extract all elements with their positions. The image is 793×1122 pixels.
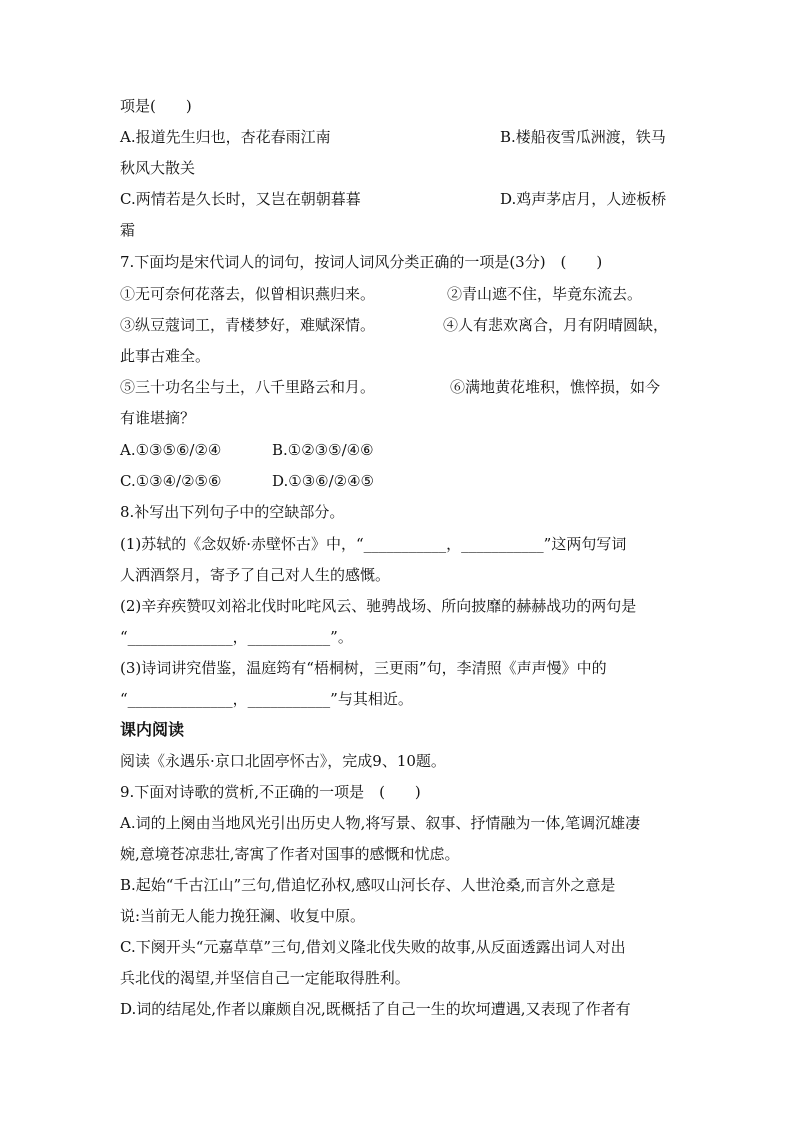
section-intro: 阅读《永遇乐·京口北固亭怀古》，完成9、10题。 xyxy=(120,752,446,770)
q9-option-b-line2: 说:当前无人能力挽狂澜、收复中原。 xyxy=(120,907,366,925)
q8-part3-line1: (3)诗词讲究借鉴，温庭筠有“梧桐树，三更雨”句，李清照《声声慢》中的 xyxy=(120,659,607,677)
q6-option-b: B.楼船夜雪瓜洲渡，铁马 xyxy=(500,128,666,146)
q9-option-d-line1: D.词的结尾处,作者以廉颇自况,既概括了自己一生的坎坷遭遇,又表现了作者有 xyxy=(120,1000,631,1018)
q9-option-a-line2: 婉,意境苍凉悲壮,寄寓了作者对国事的感慨和忧虑。 xyxy=(120,845,460,863)
q7-sentence-6-cont: 有谁堪摘？ xyxy=(120,409,196,427)
q6-stem-end: 项是( ) xyxy=(120,97,192,115)
q8-part2-line2: “______________，___________”。 xyxy=(120,628,353,646)
q6-option-b-cont: 秋风大散关 xyxy=(120,159,196,177)
q7-option-a: A.①③⑤⑥/②④ xyxy=(120,441,222,459)
q8-stem: 8.补写出下列句子中的空缺部分。 xyxy=(120,503,345,521)
q7-sentence-5: ⑤三十功名尘与土，八千里路云和月。 xyxy=(120,378,376,396)
q9-option-a-line1: A.词的上阕由当地风光引出历史人物,将写景、叙事、抒情融为一体,笔调沉雄凄 xyxy=(120,814,641,832)
q7-sentence-1: ①无可奈何花落去，似曾相识燕归来。 xyxy=(120,285,376,303)
q9-option-c-line1: C.下阕开头“元嘉草草”三句,借刘义隆北伐失败的故事,从反面透露出词人对出 xyxy=(120,938,626,956)
q7-sentence-2: ②青山遮不住，毕竟东流去。 xyxy=(447,285,643,303)
q9-stem: 9.下面对诗歌的赏析,不正确的一项是 ( ) xyxy=(120,783,421,801)
q7-sentence-4: ④人有悲欢离合，月有阴晴圆缺， xyxy=(443,316,669,334)
q8-part1-line2: 人洒酒祭月，寄予了自己对人生的感慨。 xyxy=(120,566,391,584)
q7-option-c: C.①③④/②⑤⑥ xyxy=(120,472,222,490)
q9-option-c-line2: 兵北伐的渴望,并坚信自己一定能取得胜利。 xyxy=(120,969,410,987)
q6-option-d-cont: 霜 xyxy=(120,221,136,239)
q7-sentence-6: ⑥满地黄花堆积，憔悴损，如今 xyxy=(450,378,661,396)
q7-sentence-3: ③纵豆蔻词工，青楼梦好，难赋深情。 xyxy=(120,316,376,334)
q7-sentence-4-cont: 此事古难全。 xyxy=(120,347,211,365)
q6-option-a: A.报道先生归也，杏花春雨江南 xyxy=(120,128,331,146)
q8-part3-line2: “______________，___________”与其相近。 xyxy=(120,690,413,708)
q8-part1-line1: (1)苏轼的《念奴娇·赤壁怀古》中，“___________，___________”这两句写词 xyxy=(120,535,627,553)
section-heading: 课内阅读 xyxy=(120,720,185,739)
q6-option-c: C.两情若是久长时，又岂在朝朝暮暮 xyxy=(120,190,361,208)
q9-option-b-line1: B.起始“千古江山”三句,借追忆孙权,感叹山河长存、人世沧桑,而言外之意是 xyxy=(120,876,616,894)
q7-stem: 7.下面均是宋代词人的词句，按词人词风分类正确的一项是(3分) ( ) xyxy=(120,253,603,271)
q6-option-d: D.鸡声茅店月，人迹板桥 xyxy=(500,190,667,208)
q8-part2-line1: (2)辛弃疾赞叹刘裕北伐时叱咤风云、驰骋战场、所向披靡的赫赫战功的两句是 xyxy=(120,597,637,615)
q7-option-d: D.①③⑥/②④⑤ xyxy=(272,472,374,490)
q7-option-b: B.①②③⑤/④⑥ xyxy=(272,441,374,459)
